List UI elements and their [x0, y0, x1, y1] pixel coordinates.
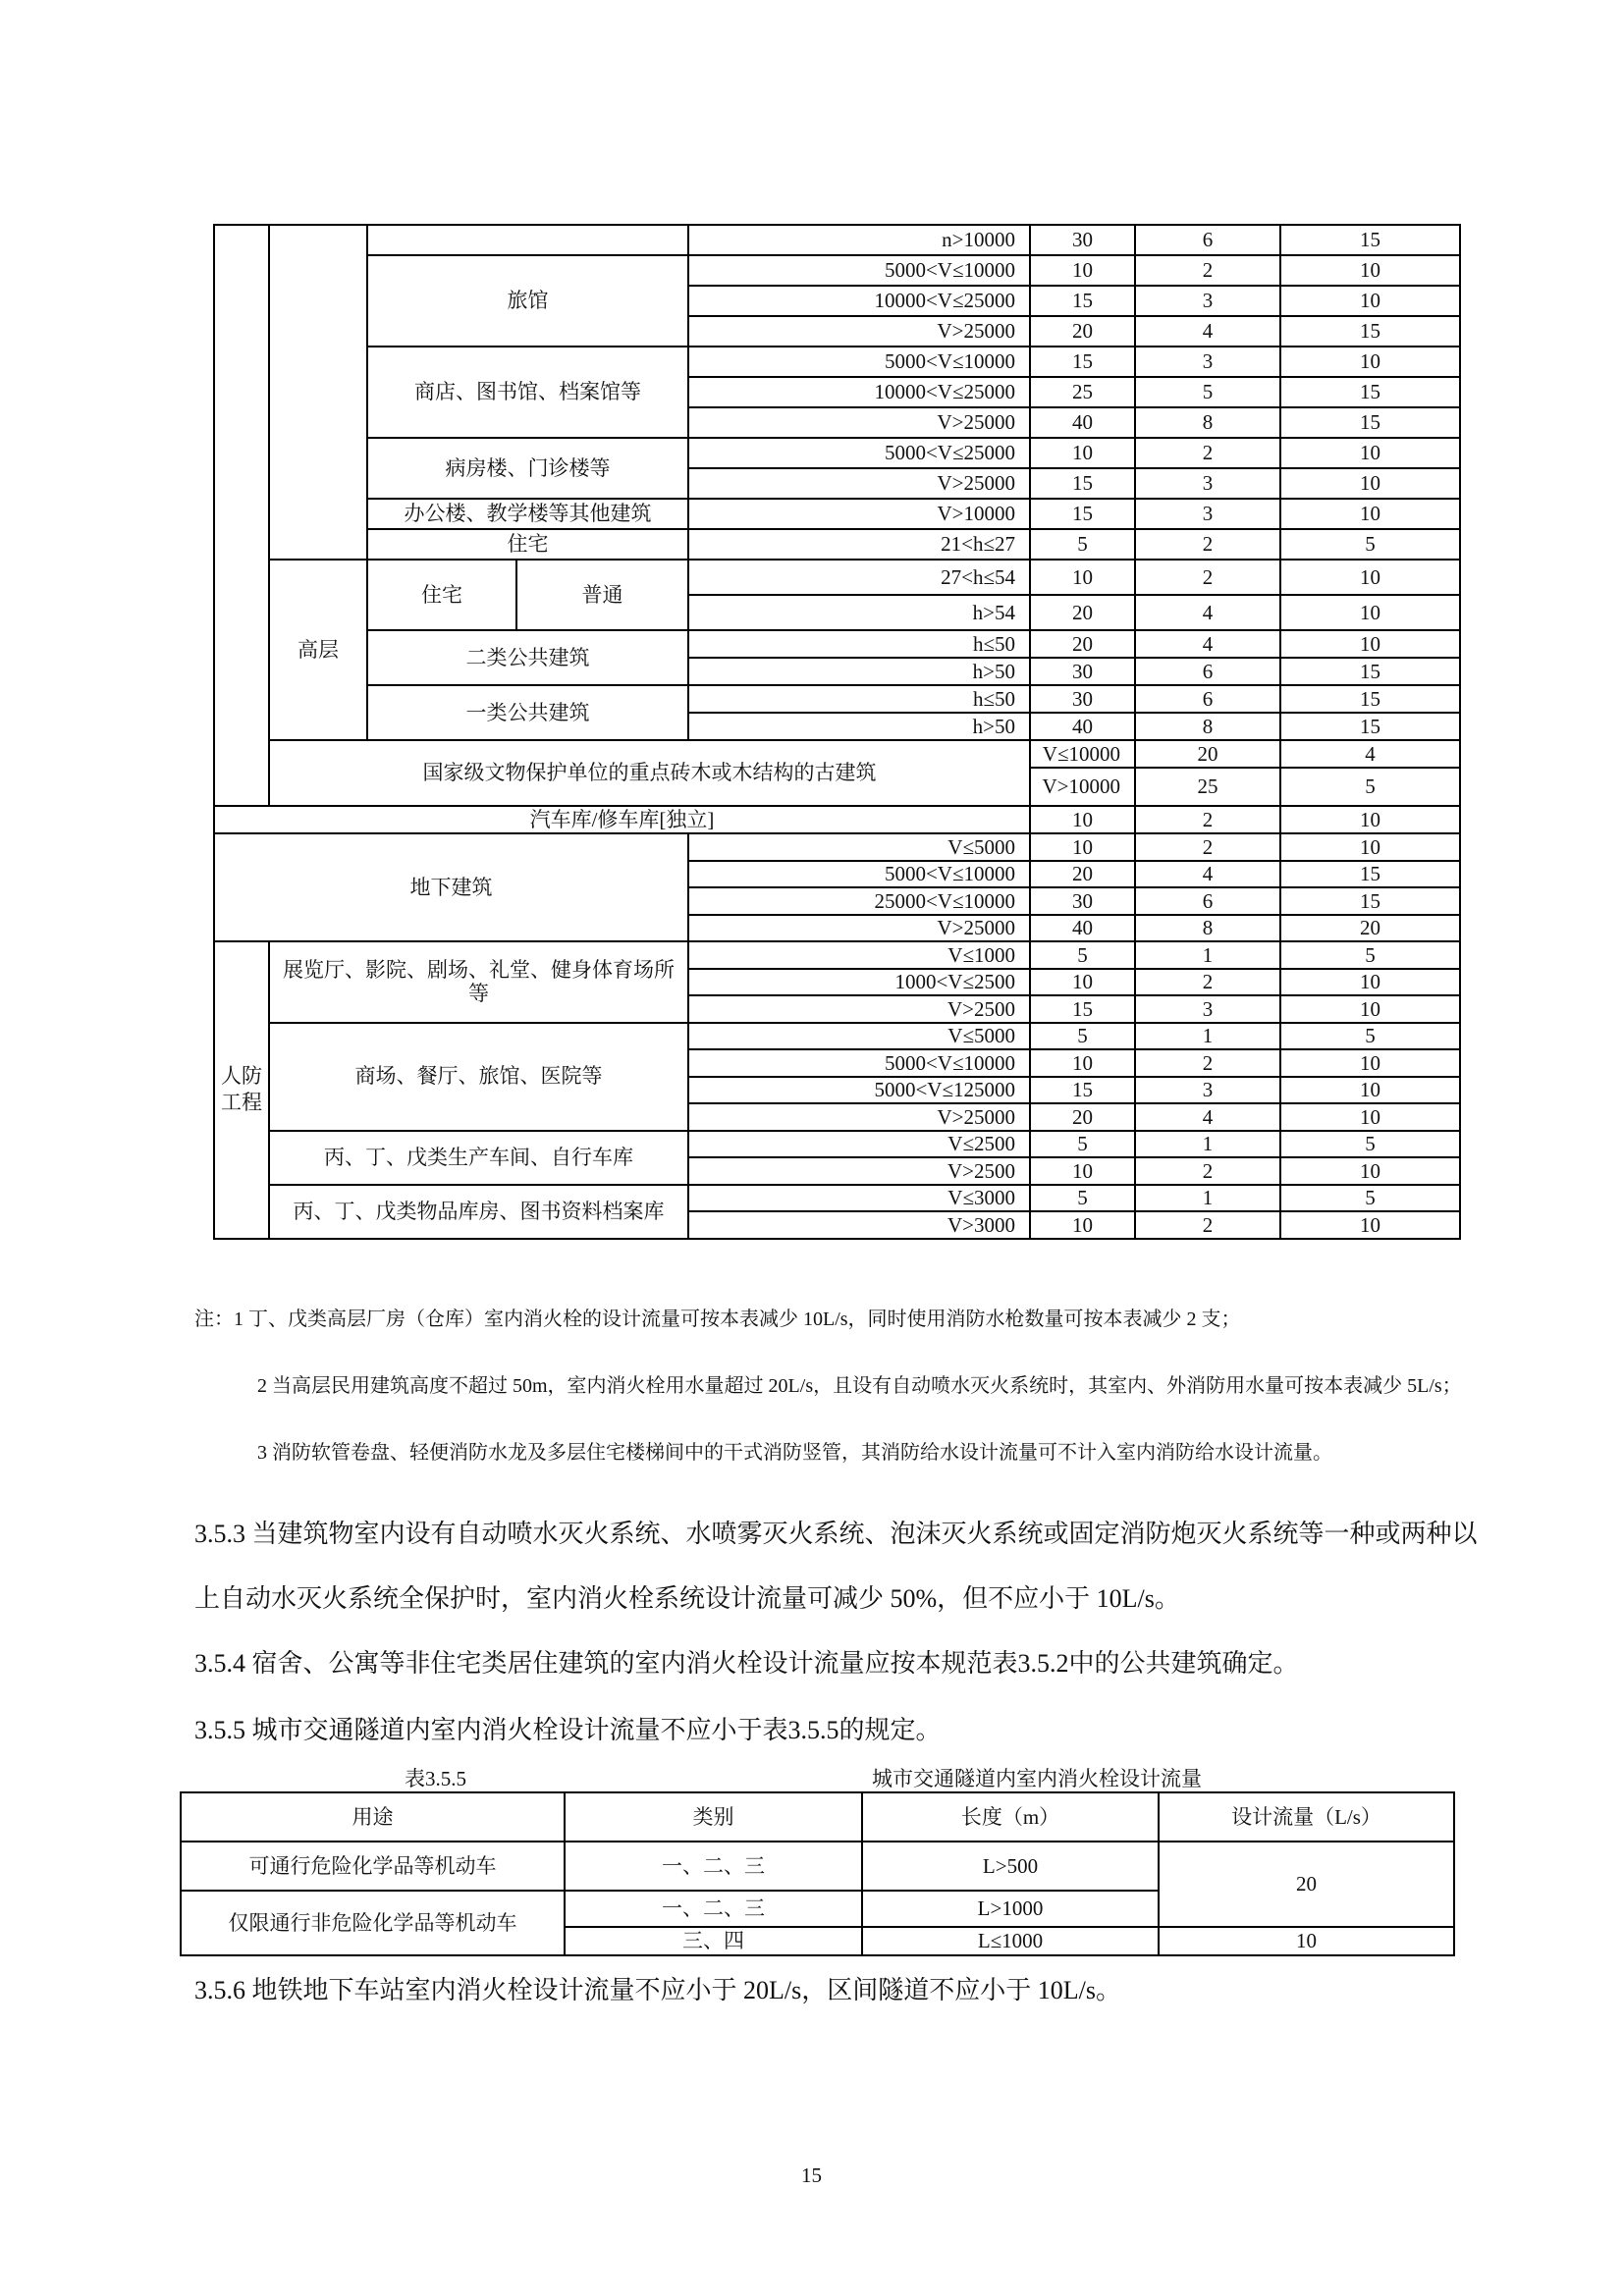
- per-gun-flow-cell: 10: [1280, 1157, 1460, 1185]
- condition-cell: V≤10000: [1030, 740, 1135, 768]
- flow-cell: 40: [1030, 407, 1135, 438]
- gun-count-cell: 2: [1135, 833, 1280, 861]
- flow-cell: 15: [1030, 1077, 1135, 1104]
- condition-cell: V>10000: [688, 499, 1030, 529]
- condition-cell: 25000<V≤10000: [688, 887, 1030, 915]
- gun-count-cell: 4: [1135, 595, 1280, 630]
- per-gun-flow-cell: 10: [1280, 347, 1460, 377]
- condition-cell: V>3000: [688, 1211, 1030, 1239]
- flow-cell: 20: [1030, 595, 1135, 630]
- flow-cell: 5: [1030, 529, 1135, 560]
- flow-cell: 10: [1030, 438, 1135, 468]
- gun-count-cell: 5: [1280, 768, 1460, 806]
- table-row: [214, 255, 1460, 286]
- gun-count-cell: 4: [1135, 1103, 1280, 1131]
- per-gun-flow-cell: 10: [1280, 806, 1460, 833]
- gun-count-cell: 2: [1135, 255, 1280, 286]
- fire-hydrant-flow-table: [213, 224, 1461, 1240]
- building-type-cell: 病房楼、门诊楼等: [367, 438, 688, 499]
- table-row: [214, 740, 1460, 768]
- per-gun-flow-cell: 10: [1280, 560, 1460, 595]
- per-gun-flow-cell: 15: [1280, 887, 1460, 915]
- flow-cell: 10: [1030, 560, 1135, 595]
- per-gun-flow-cell: 15: [1280, 685, 1460, 713]
- per-gun-flow-cell: 15: [1280, 225, 1460, 255]
- flow-cell: 30: [1030, 887, 1135, 915]
- flow-cell: 15: [1030, 286, 1135, 316]
- gun-count-cell: 4: [1135, 316, 1280, 347]
- building-type-cell: 办公楼、教学楼等其他建筑: [367, 499, 688, 529]
- per-gun-flow-cell: 15: [1280, 658, 1460, 685]
- table-row: [214, 1023, 1460, 1050]
- condition-cell: h>50: [688, 658, 1030, 685]
- per-gun-flow-cell: 15: [1280, 713, 1460, 740]
- flow-cell: 25: [1135, 768, 1280, 806]
- per-gun-flow-cell: 5: [1280, 1023, 1460, 1050]
- length-cell: L≤1000: [862, 1927, 1159, 1955]
- flow-cell: 20: [1030, 630, 1135, 658]
- per-gun-flow-cell: 20: [1280, 915, 1460, 942]
- civil-defense-cell: 人防工程: [214, 941, 269, 1239]
- flow-cell: 20: [1159, 1842, 1454, 1927]
- gun-count-cell: 6: [1135, 658, 1280, 685]
- condition-cell: V>10000: [1030, 768, 1135, 806]
- table-header-row: [181, 1792, 1454, 1842]
- clause-3-5-5: 3.5.5 城市交通隧道内室内消火栓设计流量不应小于表3.5.5的规定。: [194, 1716, 942, 1744]
- condition-cell: 5000<V≤25000: [688, 438, 1030, 468]
- gun-count-cell: 2: [1135, 438, 1280, 468]
- table-row: [214, 941, 1460, 969]
- table-row: [214, 347, 1460, 377]
- flow-cell: 10: [1030, 969, 1135, 996]
- gun-count-cell: 1: [1135, 1023, 1280, 1050]
- gun-count-cell: 3: [1135, 468, 1280, 499]
- flow-cell: 40: [1030, 713, 1135, 740]
- condition-cell: V≤5000: [688, 1023, 1030, 1050]
- table-row: [214, 806, 1460, 833]
- gun-count-cell: 3: [1135, 995, 1280, 1023]
- height-class-cell: 高层: [269, 560, 367, 740]
- category-cell: 一、二、三: [565, 1891, 862, 1927]
- flow-cell: 10: [1030, 1211, 1135, 1239]
- gun-count-cell: 8: [1135, 713, 1280, 740]
- building-type-cell: 商店、图书馆、档案馆等: [367, 347, 688, 438]
- per-gun-flow-cell: 5: [1280, 1131, 1460, 1158]
- table-number: 表3.5.5: [405, 1767, 466, 1790]
- building-type-cell: 商场、餐厅、旅馆、医院等: [269, 1023, 688, 1131]
- building-type-cell: 一类公共建筑: [367, 685, 688, 740]
- per-gun-flow-cell: 10: [1280, 630, 1460, 658]
- gun-count-cell: 6: [1135, 225, 1280, 255]
- condition-cell: 27<h≤54: [688, 560, 1030, 595]
- header-cell: 设计流量（L/s）: [1159, 1792, 1454, 1842]
- condition-cell: 5000<V≤125000: [688, 1077, 1030, 1104]
- building-type-cell: 展览厅、影院、剧场、礼堂、健身体育场所等: [269, 941, 688, 1023]
- note-2: 2 当高层民用建筑高度不超过 50m，室内消火栓用水量超过 20L/s，且设有自动喷水灭火系统时，其室内、外消防用水量可按本表减少 5L/s；: [257, 1375, 1462, 1397]
- gun-count-cell: 2: [1135, 1157, 1280, 1185]
- table-row: [214, 630, 1460, 658]
- per-gun-flow-cell: 10: [1280, 438, 1460, 468]
- use-cell: 仅限通行非危险化学品等机动车: [181, 1891, 565, 1955]
- condition-cell: 1000<V≤2500: [688, 969, 1030, 996]
- condition-cell: 5000<V≤10000: [688, 1049, 1030, 1077]
- gun-count-cell: 4: [1135, 861, 1280, 888]
- table-row: [214, 1185, 1460, 1212]
- condition-cell: V>25000: [688, 915, 1030, 942]
- per-gun-flow-cell: 15: [1280, 316, 1460, 347]
- flow-cell: 20: [1135, 740, 1280, 768]
- condition-cell: 21<h≤27: [688, 529, 1030, 560]
- flow-cell: 10: [1030, 806, 1135, 833]
- flow-cell: 15: [1030, 468, 1135, 499]
- table-row: [214, 833, 1460, 861]
- condition-cell: V≤5000: [688, 833, 1030, 861]
- gun-count-cell: 1: [1135, 1131, 1280, 1158]
- flow-cell: 40: [1030, 915, 1135, 942]
- flow-cell: 10: [1030, 1157, 1135, 1185]
- gun-count-cell: 8: [1135, 407, 1280, 438]
- table-title: 城市交通隧道内室内消火栓设计流量: [872, 1767, 1202, 1790]
- gun-count-cell: 2: [1135, 560, 1280, 595]
- per-gun-flow-cell: 5: [1280, 941, 1460, 969]
- header-cell: 类别: [565, 1792, 862, 1842]
- gun-count-cell: 8: [1135, 915, 1280, 942]
- blank-cell: [367, 225, 688, 255]
- building-type-cell: 国家级文物保护单位的重点砖木或木结构的古建筑: [269, 740, 1030, 806]
- gun-count-cell: 2: [1135, 806, 1280, 833]
- flow-cell: 10: [1030, 833, 1135, 861]
- flow-cell: 15: [1030, 347, 1135, 377]
- building-type-cell: 丙、丁、戊类生产车间、自行车库: [269, 1131, 688, 1185]
- table-row: [214, 560, 1460, 595]
- gun-count-cell: 4: [1280, 740, 1460, 768]
- per-gun-flow-cell: 10: [1280, 255, 1460, 286]
- condition-cell: V≤2500: [688, 1131, 1030, 1158]
- per-gun-flow-cell: 5: [1280, 529, 1460, 560]
- gun-count-cell: 3: [1135, 499, 1280, 529]
- per-gun-flow-cell: 10: [1280, 1049, 1460, 1077]
- gun-count-cell: 4: [1135, 630, 1280, 658]
- use-cell: 可通行危险化学品等机动车: [181, 1842, 565, 1891]
- table-row: [214, 499, 1460, 529]
- gun-count-cell: 2: [1135, 529, 1280, 560]
- per-gun-flow-cell: 5: [1280, 1185, 1460, 1212]
- condition-cell: h>54: [688, 595, 1030, 630]
- building-type-cell: 汽车库/修车库[独立]: [214, 806, 1030, 833]
- flow-cell: 10: [1030, 1049, 1135, 1077]
- condition-cell: n>10000: [688, 225, 1030, 255]
- gun-count-cell: 3: [1135, 1077, 1280, 1104]
- table-row: [214, 225, 1460, 255]
- condition-cell: V>2500: [688, 1157, 1030, 1185]
- building-type-cell: 丙、丁、戊类物品库房、图书资料档案库: [269, 1185, 688, 1239]
- condition-cell: V>25000: [688, 1103, 1030, 1131]
- tunnel-flow-table: [180, 1791, 1455, 1956]
- table-row: [214, 685, 1460, 713]
- flow-cell: 20: [1030, 861, 1135, 888]
- building-type-cell: 地下建筑: [214, 833, 688, 941]
- gun-count-cell: 6: [1135, 887, 1280, 915]
- building-type-cell: 住宅: [367, 529, 688, 560]
- condition-cell: 5000<V≤10000: [688, 861, 1030, 888]
- gun-count-cell: 5: [1135, 377, 1280, 407]
- table-row: [214, 1131, 1460, 1158]
- flow-cell: 20: [1030, 316, 1135, 347]
- condition-cell: 5000<V≤10000: [688, 347, 1030, 377]
- flow-cell: 20: [1030, 1103, 1135, 1131]
- per-gun-flow-cell: 10: [1280, 1103, 1460, 1131]
- condition-cell: V>25000: [688, 407, 1030, 438]
- flow-cell: 15: [1030, 499, 1135, 529]
- per-gun-flow-cell: 10: [1280, 969, 1460, 996]
- flow-cell: 25: [1030, 377, 1135, 407]
- condition-cell: h≤50: [688, 630, 1030, 658]
- table-row: [181, 1842, 1454, 1891]
- building-type-cell: 住宅: [367, 560, 516, 630]
- flow-cell: 5: [1030, 1131, 1135, 1158]
- category-cell: 一、二、三: [565, 1842, 862, 1891]
- per-gun-flow-cell: 10: [1280, 1211, 1460, 1239]
- note-1: 注：1 丁、戊类高层厂房（仓库）室内消火栓的设计流量可按本表减少 10L/s，同时使用消防水枪数量可按本表减少 2 支；: [194, 1308, 1241, 1330]
- condition-cell: V>2500: [688, 995, 1030, 1023]
- blank-cell: [214, 225, 269, 806]
- condition-cell: 5000<V≤10000: [688, 255, 1030, 286]
- per-gun-flow-cell: 15: [1280, 377, 1460, 407]
- condition-cell: h>50: [688, 713, 1030, 740]
- building-type-cell: 二类公共建筑: [367, 630, 688, 685]
- gun-count-cell: 1: [1135, 941, 1280, 969]
- flow-cell: 5: [1030, 1023, 1135, 1050]
- gun-count-cell: 6: [1135, 685, 1280, 713]
- flow-cell: 5: [1030, 941, 1135, 969]
- page-number: 15: [801, 2163, 822, 2187]
- length-cell: L>500: [862, 1842, 1159, 1891]
- condition-cell: V≤1000: [688, 941, 1030, 969]
- building-subtype-cell: 普通: [516, 560, 688, 630]
- condition-cell: h≤50: [688, 685, 1030, 713]
- flow-cell: 15: [1030, 995, 1135, 1023]
- table-row: [214, 529, 1460, 560]
- flow-cell: 5: [1030, 1185, 1135, 1212]
- per-gun-flow-cell: 10: [1280, 286, 1460, 316]
- per-gun-flow-cell: 10: [1280, 1077, 1460, 1104]
- clause-3-5-3: 3.5.3 当建筑物室内设有自动喷水灭火系统、水喷雾灭火系统、泡沫灭火系统或固定消防炮灭火系统等一种或两种以上自动水灭火系统全保护时，室内消火栓系统设计流量可减少 50%，但不应小于 10L/s。: [194, 1520, 1478, 1613]
- building-type-cell: 旅馆: [367, 255, 688, 347]
- gun-count-cell: 2: [1135, 1211, 1280, 1239]
- per-gun-flow-cell: 15: [1280, 407, 1460, 438]
- clause-3-5-6: 3.5.6 地铁地下车站室内消火栓设计流量不应小于 20L/s，区间隧道不应小于 10L/s。: [194, 1976, 1121, 2004]
- per-gun-flow-cell: 10: [1280, 595, 1460, 630]
- flow-cell: 30: [1030, 658, 1135, 685]
- condition-cell: V≤3000: [688, 1185, 1030, 1212]
- condition-cell: 10000<V≤25000: [688, 286, 1030, 316]
- category-cell: 三、四: [565, 1927, 862, 1955]
- gun-count-cell: 1: [1135, 1185, 1280, 1212]
- per-gun-flow-cell: 10: [1280, 499, 1460, 529]
- flow-cell: 10: [1030, 255, 1135, 286]
- per-gun-flow-cell: 10: [1280, 468, 1460, 499]
- clause-3-5-4: 3.5.4 宿舍、公寓等非住宅类居住建筑的室内消火栓设计流量应按本规范表3.5.2中的公共建筑确定。: [194, 1649, 1299, 1678]
- condition-cell: V>25000: [688, 316, 1030, 347]
- table-row: [214, 438, 1460, 468]
- gun-count-cell: 2: [1135, 969, 1280, 996]
- header-cell: 长度（m）: [862, 1792, 1159, 1842]
- per-gun-flow-cell: 10: [1280, 995, 1460, 1023]
- gun-count-cell: 3: [1135, 347, 1280, 377]
- flow-cell: 30: [1030, 225, 1135, 255]
- per-gun-flow-cell: 10: [1280, 833, 1460, 861]
- length-cell: L>1000: [862, 1891, 1159, 1927]
- condition-cell: V>25000: [688, 468, 1030, 499]
- condition-cell: 10000<V≤25000: [688, 377, 1030, 407]
- header-cell: 用途: [181, 1792, 565, 1842]
- gun-count-cell: 2: [1135, 1049, 1280, 1077]
- per-gun-flow-cell: 15: [1280, 861, 1460, 888]
- flow-cell: 10: [1159, 1927, 1454, 1955]
- flow-cell: 30: [1030, 685, 1135, 713]
- blank-cell: [269, 225, 367, 560]
- gun-count-cell: 3: [1135, 286, 1280, 316]
- note-3: 3 消防软管卷盘、轻便消防水龙及多层住宅楼梯间中的干式消防竖管，其消防给水设计流量可不计入室内消防给水设计流量。: [257, 1442, 1332, 1464]
